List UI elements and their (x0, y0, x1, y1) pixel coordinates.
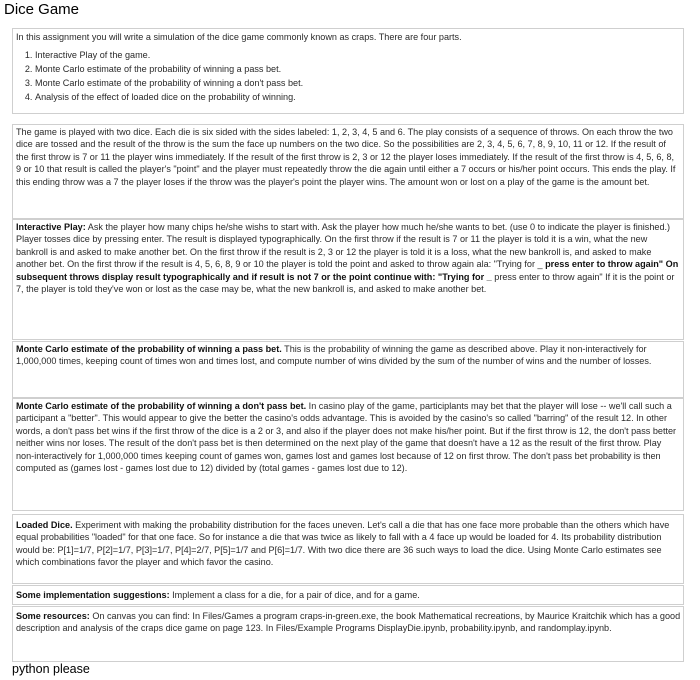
resources-paragraph (16, 610, 681, 635)
section-heading: Interactive Play: (16, 222, 86, 232)
game-rules-text: The game is played with two dice. Each die is six sided with the sides labeled: 1, 2, 3, 4, 5 and 6. The play consists of a sequence of throws. On each throw the two dice are tossed and the result of the throw is the sum the face up numbers on the two dice. So the possibilities are 2, 3, 4, 5, 6, 7, 8, 9, 10, 11 or 12. If the result of the first throw is 7 or 11 the player wins immediately. If the result of the first throw is 2, 3 or 12 the player loses immediately. If the result of the first throw is 4, 5, 6, 8, 9 or 10 that result is called the player's "point" and the player must repeatedly throw the die again until either a 7 occurs or his/her point occurs. This ends the play. If this ending throw was a 7 the player loses if the throw was the player's point the player wins. The amount won or lost on a play of the game is the amount bet. (16, 127, 676, 187)
game-rules-section (12, 124, 684, 219)
dont-pass-bet-section (12, 398, 684, 511)
section-text: This is the probability of winning the game as described above. Play it non-interactively for 1,000,000 times, keeping count of times won and times lost, and compute number of wins divided by the sum of the number of wins and the number of losses. (16, 344, 652, 367)
section-text: On canvas you can find: In Files/Games a program craps-in-green.exe, the book Mathematical recreations, by Maurice Kraitchik which has a good description and analysis of the craps dice game on page 123. In Files/Example Programs DisplayDie.ipynb, probability.ipynb, and randomplay.ipynb. (16, 611, 681, 634)
section-heading: Some resources: (16, 611, 90, 621)
section-heading: Some implementation suggestions: (16, 590, 170, 600)
section-text: press enter to throw again" If it is the point or 7, the player is told they've won or lost as the case may be, what the new bankroll is, and asked to make another bet. (16, 271, 675, 295)
section-bold-text: press enter to throw again" On subsequent throws display result typographically and if result is not 7 or the point continue with: "Trying for _ (16, 259, 679, 282)
list-item: 3. Monte Carlo estimate of the probability of winning a don't pass bet. (35, 76, 681, 90)
list-item: 2. Monte Carlo estimate of the probability of winning a pass bet. (35, 62, 681, 76)
implementation-paragraph (16, 589, 681, 601)
pass-bet-section (12, 341, 684, 398)
interactive-play-paragraph (16, 221, 681, 295)
section-heading: Monte Carlo estimate of the probability of winning a don't pass bet. (16, 401, 307, 411)
footer-note: python please (12, 662, 90, 676)
intro-text: In this assignment you will write a simulation of the dice game commonly known as craps. There are four parts. (16, 32, 462, 42)
section-text: Ask the player how many chips he/she wishs to start with. Ask the player how much he/she wants to bet. (use 0 to indicate the player is finished.) Player tosses dice by pressing enter. The result is displayed typographically. On the first throw if the result is 7 or 11 the player is told it is a win, what the new bankroll is and asked to make another bet. On the first throw if the result is 2, 3 or 12 the player is told it is a loss, what the new bankroll is, and asked to make another bet. On the first throw if the result is 4, 5, 6, 8, 9 or 10 the player is told the point and asked to throw again ala: "Trying for _ (16, 222, 671, 270)
section-heading: Loaded Dice. (16, 520, 73, 530)
section-text: Experiment with making the probability distribution for the faces uneven. Let's call a die that has one face more probable than the others which have equal probabilities "loaded" for that one face. So for instance a die that was twice as likely to fall with a 4 face up would be loaded for 4. Its probability distribution would be: P[1]=1/7, P[2]=1/7, P[3]=1/7, P[4]=2/7, P[5]=1/7 and P[6]=1/7. With two dice there are 36 such ways to load the dice. Using Monte Carlo estimates see which combinations favor the player and which favor the casino. (16, 520, 670, 568)
section-text: In casino play of the game, participlants may bet that the player will lose -- we'll call such a participant a "better". This would appear to give the better the casino's odds advantage. This is avoided by the casino's so called "barring" of the result 12. In other words, a don't pass bet wins if the first throw of the dice is a 2 or 3, and also if the player does not make his/her point. But if the first throw is 12, the don't pass better neither wins nor loses. The result of the don't pass bet is then determined on the next play of the game that doesn't have a 12 as the result of the first throw. Play non-interactively for 1,000,000 times keeping count of games won, games lost and games lost because of 12 on first throw. The don't pass bet probability is then computed as (games lost - games lost due to 12) divided by (total games - games lost due to 12). (16, 401, 677, 474)
implementation-section (12, 585, 684, 605)
parts-list (16, 48, 681, 104)
resources-section (12, 606, 684, 662)
list-item: 1. Interactive Play of the game. (35, 48, 681, 62)
loaded-dice-paragraph (16, 519, 681, 569)
interactive-play-section (12, 219, 684, 340)
loaded-dice-section (12, 514, 684, 584)
dont-pass-bet-paragraph (16, 400, 681, 474)
page-title: Dice Game (4, 1, 80, 18)
pass-bet-paragraph (16, 343, 681, 368)
section-heading: Monte Carlo estimate of the probability of winning a pass bet. (16, 344, 282, 354)
section-text: Implement a class for a die, for a pair of dice, and for a game. (169, 590, 420, 600)
list-item: 4. Analysis of the effect of loaded dice on the probability of winning. (35, 90, 681, 104)
intro-section (12, 28, 684, 114)
